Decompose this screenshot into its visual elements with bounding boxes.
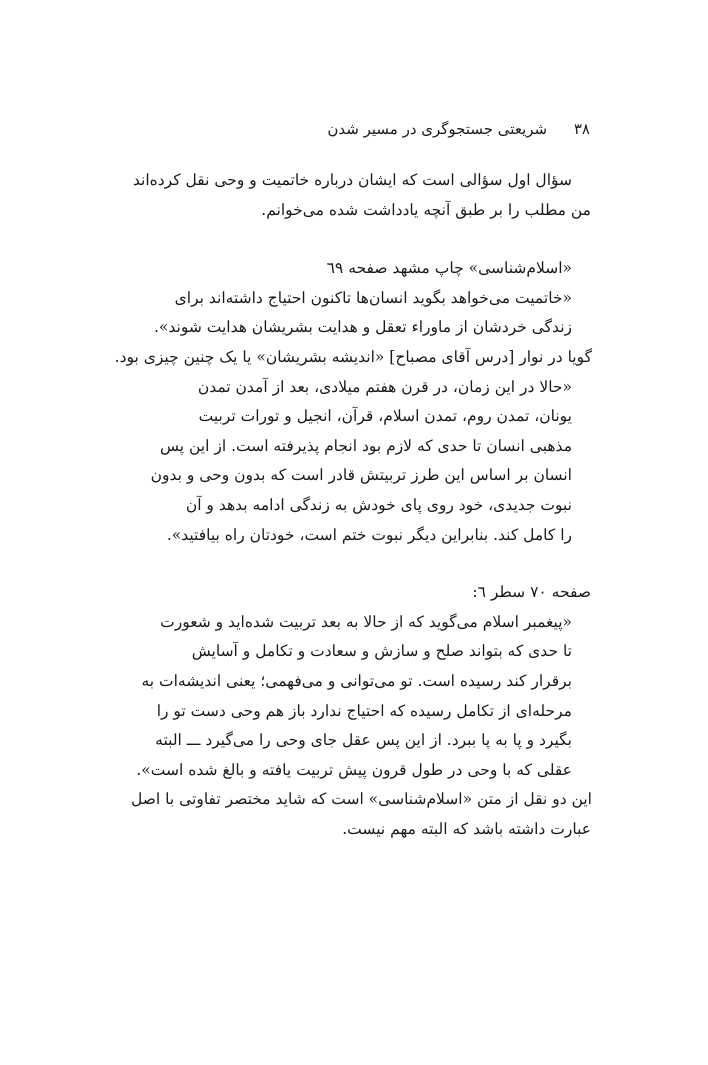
text-line: عبارت داشته باشد که البته مهم نیست.: [342, 819, 591, 838]
text-line: من مطلب را بر طبق آنچه یادداشت شده می‌خوانم.: [261, 200, 591, 219]
quote-line: نبوت جدیدی، خود روی پای خودش به زندگی ادامه بدهد و آن: [185, 495, 572, 514]
quote-line: مرحله‌ای از تکامل رسیده که احتیاج ندارد باز هم وحی دست تو را: [156, 701, 572, 720]
quote-line: یونان، تمدن روم، تمدن اسلام، قرآن، انجیل و تورات تربیت: [198, 407, 572, 426]
quote-line: مذهبی انسان تا حدی که لازم بود انجام پذیرفته است. از این پس: [160, 436, 572, 455]
running-header: [327, 120, 590, 138]
quote-line: برقرار کند رسیده است. تو می‌توانی و می‌فهمی؛ یعنی اندیشه‌ات به: [141, 671, 572, 690]
text-line: این دو نقل از متن «اسلام‌شناسی» است که شاید مختصر تفاوتی با اصل: [131, 790, 592, 809]
paragraph-quote-one: [111, 254, 591, 550]
paragraph-gap: [111, 550, 591, 578]
running-title: شریعتی جستجوگری در مسیر شدن: [327, 120, 548, 138]
quote-line: تا حدی که بتواند صلح و سازش و سعادت و تکامل و آسایش: [191, 642, 572, 661]
page-number: ۳۸: [573, 120, 590, 138]
quote-line: عقلی که با وحی در طول قرون پیش تربیت یافته و بالغ شده است».: [136, 760, 572, 779]
text-line: گویا در نوار [درس آقای مصباح] «اندیشه بشریشان» یا یک چنین چیزی بود.: [114, 347, 592, 366]
quote-line: «خاتمیت می‌خواهد بگوید انسان‌ها تاکنون احتیاج داشته‌اند برای: [174, 288, 572, 307]
quote-line: «پیغمبر اسلام می‌گوید که از حالا به بعد تربیت شده‌اید و شعورت: [160, 612, 572, 631]
paragraph-intro: [111, 166, 591, 225]
citation-line: «اسلام‌شناسی» چاپ مشهد صفحه ٦٩: [326, 259, 572, 278]
paragraph-gap: [111, 225, 591, 254]
quote-line: انسان بر اساس این طرز تربیتش قادر است که بدون وحی و بدون: [150, 466, 572, 485]
citation-line: صفحه ۷۰ سطر ٦:: [472, 583, 591, 602]
text-line: سؤال اول سؤالی است که ایشان درباره خاتمیت و وحی نقل کرده‌اند: [132, 171, 572, 189]
quote-line: «حالا در این زمان، در قرن هفتم میلادی، بعد از آمدن تمدن: [197, 377, 572, 396]
page-body: [111, 166, 591, 844]
quote-line: زندگی خردشان از ماوراء تعقل و هدایت بشریشان هدایت شوند».: [153, 318, 572, 337]
quote-line: را کامل کند. بنابراین دیگر نبوت ختم است، خودتان راه بیافتید».: [166, 525, 572, 544]
paragraph-quote-two: [111, 578, 591, 844]
quote-line: بگیرد و پا به پا ببرد. از این پس عقل جای وحی را می‌گیرد ـــ البته: [155, 731, 572, 750]
